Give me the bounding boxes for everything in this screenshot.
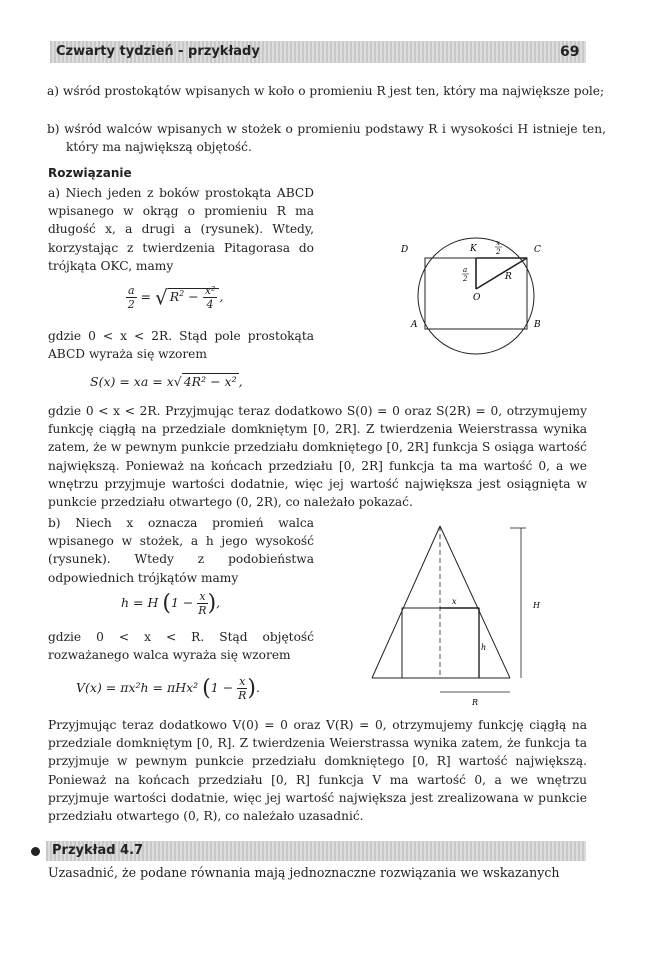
example-title: Przykład 4.7 xyxy=(52,843,144,858)
part-a-domain: gdzie 0 < x < 2R. Stąd pole prostokąta ABCD wyraża się wzorem xyxy=(48,329,314,362)
problem-a: a) wśród prostokątów wpisanych w koło o promieniu R jest ten, który ma największe pole; xyxy=(47,84,605,98)
part-a-conclusion: gdzie 0 < x < 2R. Przyjmując teraz dodatkowo S(0) = 0 oraz S(2R) = 0, otrzymujemy funkcję ciągłą na przedziale domkniętym [0, 2R]. Z twierdzenia Weierstrassa wynika zatem, że w pewnym punkcie przedziału domkniętego [0, 2R] funkcja S osiąga wartość największą. Ponieważ na końcach przedziału [0, 2R] funkcja ta ma wartość 0, a we wnętrzu przyjmuje wartości dodatnie, więc jej wartość największa jest osiągnięta w punkcie przedziału otwartego (0, 2R), co należało pokazać. xyxy=(48,404,587,510)
label-c: C xyxy=(534,245,541,255)
cylinder xyxy=(402,608,479,678)
label-x-half-num: x xyxy=(496,239,500,247)
example-bullet xyxy=(31,847,40,856)
equation-4: V(x) = πx²h = πHx² (1 − $\frac{x}{R}$ ). xyxy=(76,675,260,702)
part-b-conclusion: Przyjmując teraz dodatkowo V(0) = 0 oraz V(R) = 0, otrzymujemy funkcję ciągłą na przedziale domkniętym [0, R]. Z twierdzenia Weierstrassa wynika zatem, że funkcja ta przyjmuje w pewnym punkcie przedziału domkniętego [0, R] wartość największą. Ponieważ na końcach przedziału [0, R] funkcja V ma wartość 0, a we wnętrzu przyjmuje wartości dodatnie, więc jej wartość największa jest zrealizowana w punkcie przedziału otwartego (0, R), co należało uzasadnić. xyxy=(48,718,587,824)
equation-3: h = H (1 − $\frac{x}{R}$ ), xyxy=(121,590,221,617)
label-H: H xyxy=(533,601,540,610)
equation-1: $\frac{a}{2}$ = √ $R^2$ − $\frac{\text{x²}}{4}$ , xyxy=(127,284,224,311)
cone-right-edge xyxy=(440,526,510,678)
figure-rectangle-in-circle xyxy=(395,234,555,364)
cone-left-edge xyxy=(372,526,440,678)
label-h: h xyxy=(481,643,487,652)
header-title: Czwarty tydzień - przykłady xyxy=(56,44,260,59)
solution-heading: Rozwiązanie xyxy=(48,166,132,180)
part-b-intro: b) Niech x oznacza promień walca wpisanego w stożek, a h jego wysokość (rysunek). Wtedy z podobieństwa odpowiednich trójkątów mamy xyxy=(48,516,314,585)
label-a-half-num: a xyxy=(463,266,468,274)
label-d: D xyxy=(401,245,409,255)
page-number: 69 xyxy=(560,44,580,60)
label-x: x xyxy=(452,597,457,606)
label-b: B xyxy=(534,320,541,330)
figure-cylinder-in-cone xyxy=(360,520,560,710)
label-o: O xyxy=(473,293,481,303)
segment-oc xyxy=(476,258,527,289)
label-r: R xyxy=(505,272,512,282)
equation-2: S(x) = xa = x√ 4R² − x² , xyxy=(90,374,243,389)
label-x-half-den: 2 xyxy=(496,248,501,256)
part-a-intro: a) Niech jeden z boków prostokąta ABCD wpisanego w okrąg o promieniu R ma długość x, a drugi a (rysunek). Wtedy, korzystając z twierdzenia Pitagorasa do trójkąta OKC, mamy xyxy=(48,186,314,273)
label-k: K xyxy=(470,244,477,254)
part-b-domain: gdzie 0 < x < R. Stąd objętość rozważanego walca wyraża się wzorem xyxy=(48,630,314,663)
label-a: A xyxy=(411,320,418,330)
label-R: R xyxy=(472,698,479,707)
label-a-half-den: 2 xyxy=(463,275,468,283)
problem-b: b) wśród walców wpisanych w stożek o promieniu podstawy R i wysokości H istnieje ten, który ma największą objętość. xyxy=(47,122,606,155)
example-text: Uzasadnić, że podane równania mają jednoznaczne rozwiązania we wskazanych xyxy=(48,865,560,880)
